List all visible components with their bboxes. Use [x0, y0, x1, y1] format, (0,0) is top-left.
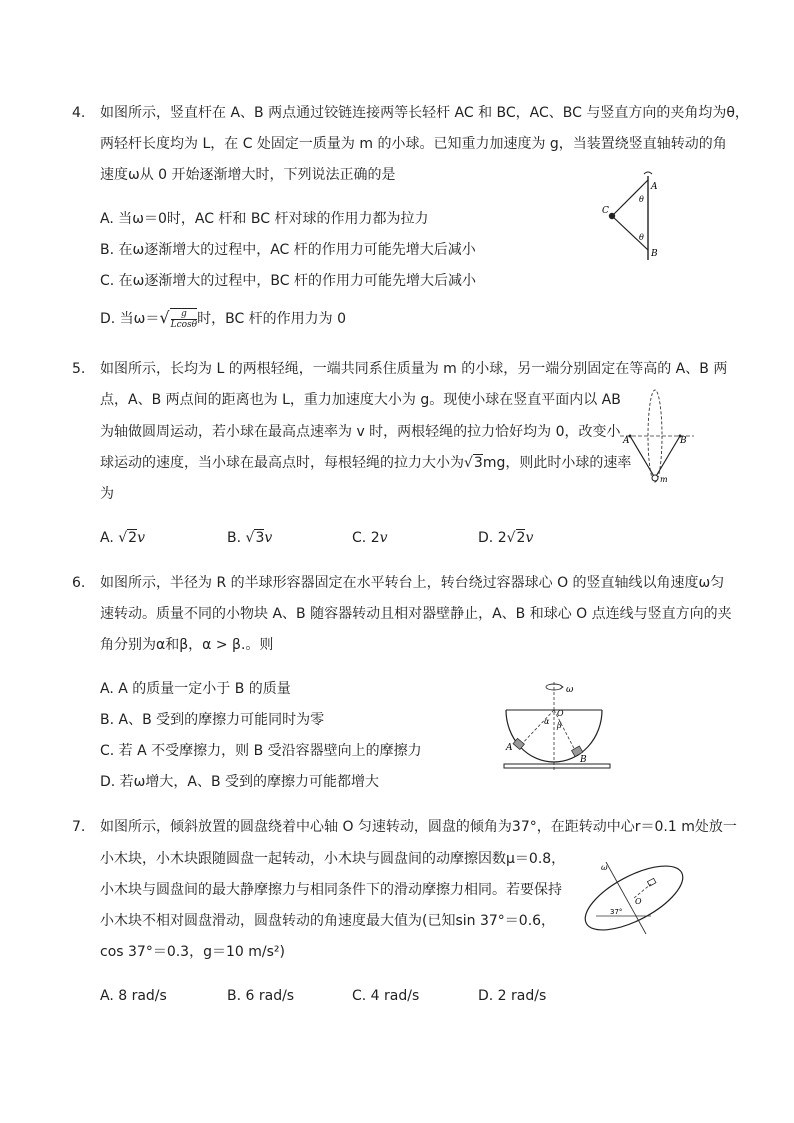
option-d: D. 当ω＝√ $\frac{g}{Lcos\theta}$ 时，BC 杆的作用力为 0 [100, 308, 347, 330]
denominator: Lcosθ [170, 320, 198, 330]
question-text-line: 点，A、B 两点间的距离也为 L，重力加速度大小为 g。现使小球在竖直平面内以 AB [100, 392, 621, 408]
question-text-line: 速转动。质量不同的小物块 A、B 随容器转动且相对器壁静止，A、B 和球心 O 点连线与竖直方向的夹 [100, 606, 732, 622]
option-b: B. √3v [227, 530, 273, 546]
question-text-line: cos 37°＝0.3，g＝10 m/s²) [100, 944, 285, 960]
option-b: B. A、B 受到的摩擦力可能同时为零 [100, 712, 325, 728]
question-text-line: 如图所示，倾斜放置的圆盘绕着中心轴 O 匀速转动，圆盘的倾角为37°，在距转动中心r＝0.1 m处放一 [100, 819, 737, 835]
question-text-line: 为 [100, 486, 114, 502]
option-d: D. 若ω增大，A、B 受到的摩擦力可能都增大 [100, 774, 380, 790]
question-text-line: 小木块不相对圆盘滑动，圆盘转动的角速度最大值为(已知sin 37°＝0.6， [100, 913, 556, 929]
question-text-line: 小木块，小木块跟随圆盘一起转动，小木块与圆盘间的动摩擦因数μ＝0.8， [100, 851, 566, 867]
label-theta-top: θ [639, 195, 644, 204]
label-b: B [580, 755, 587, 765]
label-omega: ω [566, 685, 574, 695]
option-b: B. 6 rad/s [227, 988, 295, 1004]
option-d: D. 2 rad/s [478, 988, 547, 1004]
label-theta-bottom: θ [639, 233, 644, 242]
option-a: A. √2v [100, 530, 145, 546]
option-c: C. 2v [352, 530, 388, 546]
numerator: g [180, 309, 187, 319]
label-o: O [635, 897, 642, 906]
figure-rod-pendulum [596, 168, 666, 263]
question-text-line: 两轻杆长度均为 L，在 C 处固定一质量为 m 的小球。已知重力加速度为 g，当装置绕竖直轴转动的角 [100, 136, 727, 152]
label-b: B [680, 436, 687, 446]
question-text-line: 如图所示，竖直杆在 A、B 两点通过铰链连接两等长轻杆 AC 和 BC，AC、BC 与竖直方向的夹角均为θ， [100, 105, 749, 121]
option-c: C. 4 rad/s [352, 988, 420, 1004]
label-m: m [660, 475, 668, 484]
label-omega: ω [601, 863, 608, 872]
question-number: 5. [72, 361, 86, 377]
label-a: A [506, 743, 513, 753]
label-a: A [623, 436, 630, 446]
figure-hemisphere-bowl [500, 680, 620, 775]
option-c: C. 在ω逐渐增大的过程中，BC 杆的作用力可能先增大后减小 [100, 273, 476, 289]
option-a: A. A 的质量一定小于 B 的质量 [100, 681, 291, 697]
question-text-line: 如图所示，长均为 L 的两根轻绳，一端共同系住质量为 m 的小球，另一端分别固定在等高的 A、B 两 [100, 361, 728, 377]
question-text-line: 如图所示，半径为 R 的半球形容器固定在水平转台上，转台绕过容器球心 O 的竖直轴线以角速度ω匀 [100, 575, 725, 591]
figure-rope-pendulum [618, 386, 698, 486]
figure-tilted-disk [576, 858, 686, 938]
question-text-line: 球运动的速度，当小球在最高点时，每根轻绳的拉力大小为√3mg，则此时小球的速率 [100, 455, 632, 471]
question-text-line: 小木块与圆盘间的最大静摩擦力与相同条件下的滑动摩擦力相同。若要保持 [100, 882, 562, 898]
label-b: B [651, 249, 658, 259]
option-b: B. 在ω逐渐增大的过程中，AC 杆的作用力可能先增大后减小 [100, 242, 476, 258]
label-alpha: α [544, 717, 550, 726]
option-d-prefix: D. 当ω＝ [100, 311, 160, 327]
option-a: A. 8 rad/s [100, 988, 167, 1004]
label-angle: 37° [610, 908, 623, 916]
question-text-line: 角分别为α和β，α > β.。则 [100, 637, 274, 653]
label-o: O [557, 709, 564, 718]
question-number: 7. [72, 819, 86, 835]
option-d: D. 2√2v [478, 530, 534, 546]
label-beta: β [557, 721, 562, 730]
option-c: C. 若 A 不受摩擦力，则 B 受沿容器壁向上的摩擦力 [100, 743, 422, 759]
question-number: 4. [72, 105, 86, 121]
question-number: 6. [72, 575, 86, 591]
label-c: C [602, 206, 609, 216]
question-text-line: 为轴做圆周运动，若小球在最高点速率为 v 时，两根轻绳的拉力恰好均为 0，改变小 [100, 424, 621, 440]
fraction [170, 308, 197, 330]
option-a: A. 当ω＝0时，AC 杆和 BC 杆对球的作用力都为拉力 [100, 211, 429, 227]
label-a: A [651, 182, 658, 192]
option-d-suffix: 时，BC 杆的作用力为 0 [197, 311, 347, 327]
question-text-line: 速度ω从 0 开始逐渐增大时，下列说法正确的是 [100, 167, 396, 183]
